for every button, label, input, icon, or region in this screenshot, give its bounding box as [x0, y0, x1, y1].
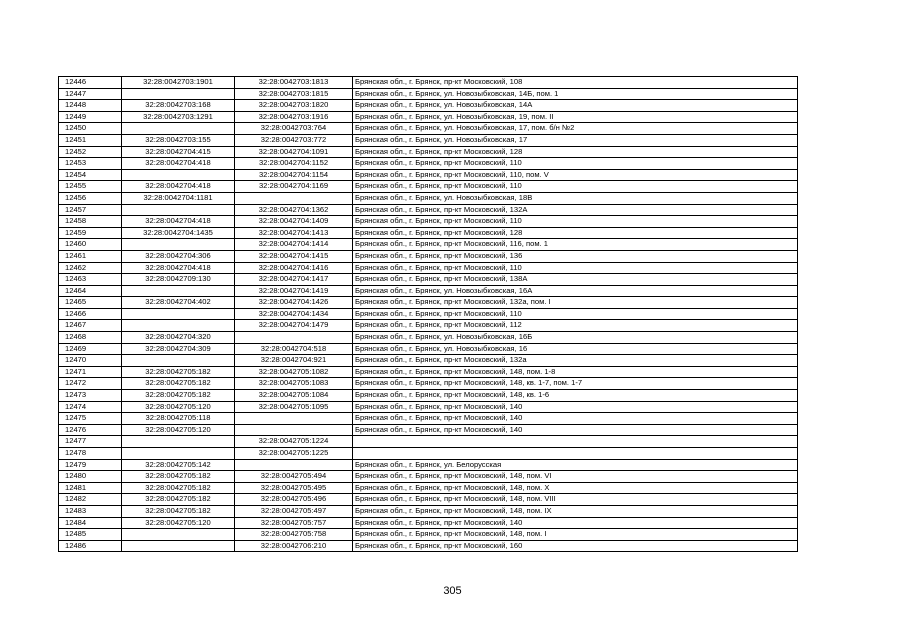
row-number-cell: 12458 [59, 216, 122, 228]
table-row [59, 227, 798, 239]
row-number-cell: 12474 [59, 401, 122, 413]
row-number-cell: 12451 [59, 134, 122, 146]
object-cadastral-number-cell: 32:28:0042704:1434 [235, 308, 353, 320]
address-cell: Брянская обл., г. Брянск, пр-кт Московский, 148, кв. 1-6 [353, 390, 798, 402]
parcel-cadastral-number-cell [122, 448, 235, 460]
parcel-cadastral-number-cell: 32:28:0042705:182 [122, 494, 235, 506]
object-cadastral-number-cell [235, 192, 353, 204]
table-row [59, 505, 798, 517]
address-cell: Брянская обл., г. Брянск, пр-кт Московский, 140 [353, 517, 798, 529]
row-number-cell: 12450 [59, 123, 122, 135]
row-number-cell: 12463 [59, 274, 122, 286]
row-number-cell: 12448 [59, 100, 122, 112]
address-cell [353, 436, 798, 448]
address-cell: Брянская обл., г. Брянск, пр-кт Московский, 110 [353, 308, 798, 320]
parcel-cadastral-number-cell: 32:28:0042705:120 [122, 401, 235, 413]
object-cadastral-number-cell: 32:28:0042704:1419 [235, 285, 353, 297]
object-cadastral-number-cell: 32:28:0042703:1820 [235, 100, 353, 112]
table-row [59, 332, 798, 344]
row-number-cell: 12460 [59, 239, 122, 251]
address-cell: Брянская обл., г. Брянск, пр-кт Московский, 132А [353, 204, 798, 216]
parcel-cadastral-number-cell: 32:28:0042703:155 [122, 134, 235, 146]
address-cell: Брянская обл., г. Брянск, ул. Новозыбковская, 17, пом. б/н №2 [353, 123, 798, 135]
row-number-cell: 12467 [59, 320, 122, 332]
row-number-cell: 12484 [59, 517, 122, 529]
object-cadastral-number-cell: 32:28:0042704:921 [235, 355, 353, 367]
object-cadastral-number-cell: 32:28:0042704:1416 [235, 262, 353, 274]
parcel-cadastral-number-cell: 32:28:0042704:1435 [122, 227, 235, 239]
address-cell: Брянская обл., г. Брянск, пр-кт Московский, 108 [353, 77, 798, 89]
table-row [59, 540, 798, 552]
parcel-cadastral-number-cell: 32:28:0042704:418 [122, 216, 235, 228]
row-number-cell: 12446 [59, 77, 122, 89]
object-cadastral-number-cell: 32:28:0042704:1426 [235, 297, 353, 309]
row-number-cell: 12470 [59, 355, 122, 367]
table-row [59, 181, 798, 193]
row-number-cell: 12480 [59, 471, 122, 483]
row-number-cell: 12486 [59, 540, 122, 552]
address-cell: Брянская обл., г. Брянск, ул. Белорусская [353, 459, 798, 471]
parcel-cadastral-number-cell: 32:28:0042705:120 [122, 424, 235, 436]
table-row [59, 204, 798, 216]
table-row [59, 401, 798, 413]
object-cadastral-number-cell: 32:28:0042704:1415 [235, 250, 353, 262]
address-cell: Брянская обл., г. Брянск, пр-кт Московский, 148, пом. X [353, 482, 798, 494]
object-cadastral-number-cell: 32:28:0042705:1083 [235, 378, 353, 390]
object-cadastral-number-cell: 32:28:0042706:210 [235, 540, 353, 552]
object-cadastral-number-cell: 32:28:0042704:1417 [235, 274, 353, 286]
object-cadastral-number-cell: 32:28:0042704:518 [235, 343, 353, 355]
parcel-cadastral-number-cell: 32:28:0042705:182 [122, 390, 235, 402]
object-cadastral-number-cell: 32:28:0042705:495 [235, 482, 353, 494]
table-row [59, 216, 798, 228]
row-number-cell: 12465 [59, 297, 122, 309]
table-row [59, 274, 798, 286]
address-cell: Брянская обл., г. Брянск, пр-кт Московский, 148, пом. VIII [353, 494, 798, 506]
parcel-cadastral-number-cell [122, 320, 235, 332]
parcel-cadastral-number-cell: 32:28:0042709:130 [122, 274, 235, 286]
address-cell: Брянская обл., г. Брянск, пр-кт Московский, 140 [353, 424, 798, 436]
object-cadastral-number-cell: 32:28:0042705:1224 [235, 436, 353, 448]
parcel-cadastral-number-cell [122, 355, 235, 367]
row-number-cell: 12476 [59, 424, 122, 436]
table-row [59, 239, 798, 251]
address-cell: Брянская обл., г. Брянск, пр-кт Московский, 140 [353, 401, 798, 413]
object-cadastral-number-cell: 32:28:0042704:1154 [235, 169, 353, 181]
object-cadastral-number-cell: 32:28:0042705:494 [235, 471, 353, 483]
address-cell: Брянская обл., г. Брянск, ул. Новозыбковская, 18В [353, 192, 798, 204]
parcel-cadastral-number-cell [122, 285, 235, 297]
parcel-cadastral-number-cell: 32:28:0042704:418 [122, 262, 235, 274]
object-cadastral-number-cell: 32:28:0042704:1413 [235, 227, 353, 239]
parcel-cadastral-number-cell: 32:28:0042705:142 [122, 459, 235, 471]
address-cell: Брянская обл., г. Брянск, ул. Новозыбковская, 14А [353, 100, 798, 112]
parcel-cadastral-number-cell: 32:28:0042703:168 [122, 100, 235, 112]
table-row [59, 343, 798, 355]
address-cell: Брянская обл., г. Брянск, пр-кт Московский, 148, кв. 1-7, пом. 1-7 [353, 378, 798, 390]
table-row [59, 366, 798, 378]
address-cell: Брянская обл., г. Брянск, пр-кт Московский, 148, пом. IX [353, 505, 798, 517]
address-cell: Брянская обл., г. Брянск, пр-кт Московский, 110, пом. V [353, 169, 798, 181]
object-cadastral-number-cell: 32:28:0042704:1152 [235, 158, 353, 170]
row-number-cell: 12453 [59, 158, 122, 170]
address-cell: Брянская обл., г. Брянск, пр-кт Московский, 110 [353, 216, 798, 228]
object-cadastral-number-cell: 32:28:0042703:1916 [235, 111, 353, 123]
parcel-cadastral-number-cell [122, 436, 235, 448]
parcel-cadastral-number-cell: 32:28:0042703:1291 [122, 111, 235, 123]
object-cadastral-number-cell: 32:28:0042705:1084 [235, 390, 353, 402]
table-row [59, 459, 798, 471]
row-number-cell: 12483 [59, 505, 122, 517]
table-row [59, 192, 798, 204]
parcel-cadastral-number-cell [122, 204, 235, 216]
table-row [59, 308, 798, 320]
parcel-cadastral-number-cell [122, 123, 235, 135]
row-number-cell: 12471 [59, 366, 122, 378]
parcel-cadastral-number-cell: 32:28:0042705:182 [122, 471, 235, 483]
parcel-cadastral-number-cell: 32:28:0042703:1901 [122, 77, 235, 89]
address-cell: Брянская обл., г. Брянск, пр-кт Московский, 148, пом. 1-8 [353, 366, 798, 378]
table-row [59, 297, 798, 309]
parcel-cadastral-number-cell: 32:28:0042704:320 [122, 332, 235, 344]
parcel-cadastral-number-cell [122, 239, 235, 251]
table-row [59, 77, 798, 89]
object-cadastral-number-cell: 32:28:0042704:1091 [235, 146, 353, 158]
object-cadastral-number-cell: 32:28:0042703:764 [235, 123, 353, 135]
registry-table-body [59, 77, 798, 552]
table-row [59, 482, 798, 494]
table-row [59, 378, 798, 390]
row-number-cell: 12449 [59, 111, 122, 123]
table-row [59, 111, 798, 123]
object-cadastral-number-cell [235, 413, 353, 425]
page-number: 305 [443, 585, 462, 597]
address-cell: Брянская обл., г. Брянск, пр-кт Московский, 116, пом. 1 [353, 239, 798, 251]
table-row [59, 424, 798, 436]
object-cadastral-number-cell: 32:28:0042704:1409 [235, 216, 353, 228]
table-row [59, 320, 798, 332]
address-cell: Брянская обл., г. Брянск, пр-кт Московский, 138А [353, 274, 798, 286]
address-cell: Брянская обл., г. Брянск, пр-кт Московский, 148, пом. I [353, 529, 798, 541]
table-row [59, 250, 798, 262]
object-cadastral-number-cell [235, 424, 353, 436]
object-cadastral-number-cell: 32:28:0042704:1169 [235, 181, 353, 193]
row-number-cell: 12469 [59, 343, 122, 355]
address-cell: Брянская обл., г. Брянск, пр-кт Московский, 148, пом. VI [353, 471, 798, 483]
parcel-cadastral-number-cell: 32:28:0042704:306 [122, 250, 235, 262]
object-cadastral-number-cell: 32:28:0042704:1362 [235, 204, 353, 216]
parcel-cadastral-number-cell: 32:28:0042705:120 [122, 517, 235, 529]
row-number-cell: 12485 [59, 529, 122, 541]
table-row [59, 390, 798, 402]
address-cell: Брянская обл., г. Брянск, ул. Новозыбковская, 17 [353, 134, 798, 146]
row-number-cell: 12481 [59, 482, 122, 494]
object-cadastral-number-cell: 32:28:0042705:1225 [235, 448, 353, 460]
parcel-cadastral-number-cell: 32:28:0042704:402 [122, 297, 235, 309]
row-number-cell: 12456 [59, 192, 122, 204]
address-cell: Брянская обл., г. Брянск, пр-кт Московский, 110 [353, 262, 798, 274]
table-row [59, 169, 798, 181]
row-number-cell: 12461 [59, 250, 122, 262]
parcel-cadastral-number-cell: 32:28:0042704:415 [122, 146, 235, 158]
object-cadastral-number-cell: 32:28:0042704:1414 [235, 239, 353, 251]
table-row [59, 100, 798, 112]
table-row [59, 517, 798, 529]
address-cell: Брянская обл., г. Брянск, пр-кт Московский, 110 [353, 181, 798, 193]
object-cadastral-number-cell: 32:28:0042705:496 [235, 494, 353, 506]
table-row [59, 262, 798, 274]
object-cadastral-number-cell: 32:28:0042703:1813 [235, 77, 353, 89]
parcel-cadastral-number-cell [122, 169, 235, 181]
table-row [59, 494, 798, 506]
parcel-cadastral-number-cell: 32:28:0042705:182 [122, 366, 235, 378]
parcel-cadastral-number-cell: 32:28:0042704:309 [122, 343, 235, 355]
address-cell: Брянская обл., г. Брянск, пр-кт Московский, 110 [353, 158, 798, 170]
address-cell: Брянская обл., г. Брянск, пр-кт Московский, 132а, пом. I [353, 297, 798, 309]
address-cell: Брянская обл., г. Брянск, ул. Новозыбковская, 16Б [353, 332, 798, 344]
table-row [59, 158, 798, 170]
address-cell: Брянская обл., г. Брянск, ул. Новозыбковская, 14Б, пом. 1 [353, 88, 798, 100]
table-row [59, 134, 798, 146]
address-cell: Брянская обл., г. Брянск, пр-кт Московский, 160 [353, 540, 798, 552]
table-row [59, 436, 798, 448]
address-cell: Брянская обл., г. Брянск, пр-кт Московский, 136 [353, 250, 798, 262]
address-cell: Брянская обл., г. Брянск, ул. Новозыбковская, 16А [353, 285, 798, 297]
row-number-cell: 12468 [59, 332, 122, 344]
parcel-cadastral-number-cell: 32:28:0042705:182 [122, 505, 235, 517]
object-cadastral-number-cell: 32:28:0042705:1095 [235, 401, 353, 413]
table-row [59, 355, 798, 367]
table-row [59, 529, 798, 541]
address-cell: Брянская обл., г. Брянск, пр-кт Московский, 112 [353, 320, 798, 332]
parcel-cadastral-number-cell: 32:28:0042704:418 [122, 158, 235, 170]
row-number-cell: 12479 [59, 459, 122, 471]
row-number-cell: 12455 [59, 181, 122, 193]
object-cadastral-number-cell: 32:28:0042703:772 [235, 134, 353, 146]
registry-table [58, 76, 798, 552]
address-cell: Брянская обл., г. Брянск, ул. Новозыбковская, 19, пом. II [353, 111, 798, 123]
table-row [59, 471, 798, 483]
table-row [59, 88, 798, 100]
object-cadastral-number-cell: 32:28:0042704:1479 [235, 320, 353, 332]
table-row [59, 448, 798, 460]
parcel-cadastral-number-cell: 32:28:0042704:1181 [122, 192, 235, 204]
parcel-cadastral-number-cell [122, 529, 235, 541]
table-row [59, 123, 798, 135]
row-number-cell: 12478 [59, 448, 122, 460]
object-cadastral-number-cell [235, 459, 353, 471]
row-number-cell: 12466 [59, 308, 122, 320]
table-row [59, 146, 798, 158]
object-cadastral-number-cell [235, 332, 353, 344]
row-number-cell: 12459 [59, 227, 122, 239]
address-cell: Брянская обл., г. Брянск, пр-кт Московский, 132а [353, 355, 798, 367]
address-cell: Брянская обл., г. Брянск, ул. Новозыбковская, 16 [353, 343, 798, 355]
object-cadastral-number-cell: 32:28:0042705:1082 [235, 366, 353, 378]
parcel-cadastral-number-cell: 32:28:0042704:418 [122, 181, 235, 193]
row-number-cell: 12452 [59, 146, 122, 158]
address-cell: Брянская обл., г. Брянск, пр-кт Московский, 128 [353, 227, 798, 239]
row-number-cell: 12475 [59, 413, 122, 425]
row-number-cell: 12462 [59, 262, 122, 274]
row-number-cell: 12473 [59, 390, 122, 402]
address-cell: Брянская обл., г. Брянск, пр-кт Московский, 140 [353, 413, 798, 425]
address-cell [353, 448, 798, 460]
row-number-cell: 12472 [59, 378, 122, 390]
object-cadastral-number-cell: 32:28:0042705:758 [235, 529, 353, 541]
table-row [59, 285, 798, 297]
object-cadastral-number-cell: 32:28:0042703:1815 [235, 88, 353, 100]
object-cadastral-number-cell: 32:28:0042705:497 [235, 505, 353, 517]
parcel-cadastral-number-cell [122, 540, 235, 552]
parcel-cadastral-number-cell: 32:28:0042705:182 [122, 482, 235, 494]
parcel-cadastral-number-cell [122, 308, 235, 320]
parcel-cadastral-number-cell: 32:28:0042705:118 [122, 413, 235, 425]
row-number-cell: 12482 [59, 494, 122, 506]
row-number-cell: 12457 [59, 204, 122, 216]
parcel-cadastral-number-cell: 32:28:0042705:182 [122, 378, 235, 390]
row-number-cell: 12464 [59, 285, 122, 297]
table-row [59, 413, 798, 425]
address-cell: Брянская обл., г. Брянск, пр-кт Московский, 128 [353, 146, 798, 158]
parcel-cadastral-number-cell [122, 88, 235, 100]
row-number-cell: 12454 [59, 169, 122, 181]
row-number-cell: 12477 [59, 436, 122, 448]
row-number-cell: 12447 [59, 88, 122, 100]
object-cadastral-number-cell: 32:28:0042705:757 [235, 517, 353, 529]
